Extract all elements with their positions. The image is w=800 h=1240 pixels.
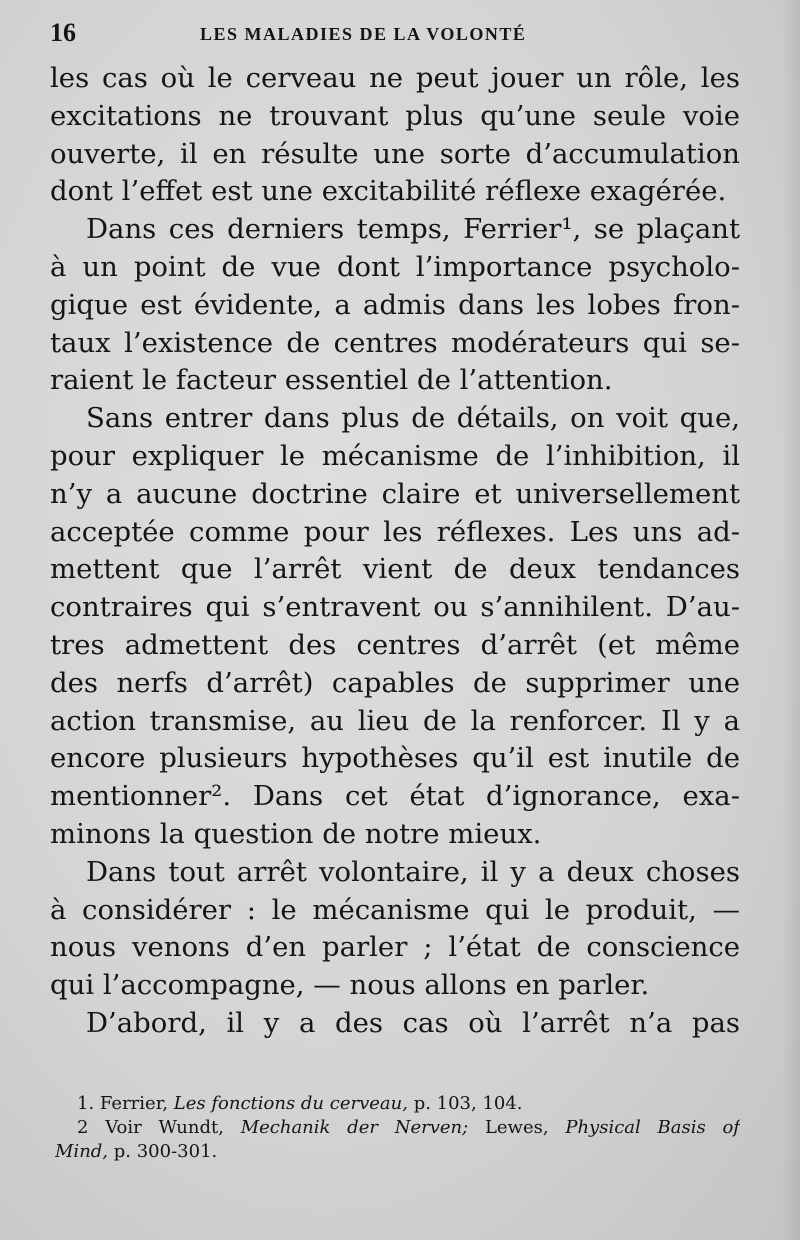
text-line: taux l’existence de centres modérateurs qui se- (50, 326, 740, 359)
page-number: 16 (50, 18, 76, 47)
text-line: minons la question de notre mieux. (50, 817, 542, 850)
footnote-marker: 1. (77, 1093, 95, 1114)
footnote-text: Voir Wundt, (105, 1117, 224, 1138)
footnote-2-line-2 (55, 1140, 740, 1164)
footnote-work-title: Les fonctions du cerveau, (173, 1093, 408, 1114)
text-line: acceptée comme pour les réflexes. Les uns ad- (50, 515, 740, 548)
text-line: encore plusieurs hypothèses qu’il est inutile de (50, 742, 740, 775)
footnote-work-title: Mind, (55, 1141, 109, 1162)
text-line: ouverte, il en résulte une sorte d’accumulation (50, 137, 740, 170)
text-line: Dans tout arrêt volontaire, il y a deux choses (86, 855, 740, 888)
text-line: raient le facteur essentiel de l’attention. (50, 364, 613, 397)
footnote-2-line-1 (55, 1116, 740, 1140)
text-line: Dans ces derniers temps, Ferrier¹, se plaçant (86, 213, 740, 246)
footnote-text: Lewes, (484, 1117, 549, 1138)
body-text (50, 60, 740, 1043)
text-line: action transmise, au lieu de la renforcer. Il y a (50, 704, 740, 737)
footnote-1 (55, 1092, 740, 1116)
text-line: qui l’accompagne, — nous allons en parler. (50, 969, 650, 1002)
text-line: à un point de vue dont l’importance psycholo- (50, 250, 740, 283)
footnote-work-title: Mechanik der Nerven; (240, 1117, 469, 1138)
text-line: nous venons d’en parler ; l’état de conscience (50, 931, 740, 964)
text-line: Sans entrer dans plus de détails, on voit que, (86, 402, 740, 435)
text-line: à considérer : le mécanisme qui le produit, — (50, 893, 740, 926)
text-line: excitations ne trouvant plus qu’une seule voie (50, 99, 740, 132)
text-line: contraires qui s’entravent ou s’annihilent. D’au- (50, 591, 740, 624)
text-line: mettent que l’arrêt vient de deux tendances (50, 553, 740, 586)
text-line: D’abord, il y a des cas où l’arrêt n’a pas (86, 1006, 740, 1039)
footnote-pages: p. 103, 104. (413, 1093, 523, 1114)
footnote-work-title: Physical Basis of (565, 1117, 740, 1138)
running-head (50, 18, 740, 48)
running-title: LES MALADIES DE LA VOLONTÉ (200, 24, 527, 44)
text-line: mentionner². Dans cet état d’ignorance, exa- (50, 780, 740, 813)
footnotes (55, 1092, 740, 1164)
text-line: les cas où le cerveau ne peut jouer un rôle, les (50, 62, 740, 94)
text-line: n’y a aucune doctrine claire et universellement (50, 477, 740, 510)
text-line: gique est évidente, a admis dans les lobes fron- (50, 288, 740, 321)
footnote-author: Ferrier, (99, 1093, 169, 1114)
footnote-pages: p. 300-301. (113, 1141, 218, 1162)
footnote-marker: 2 (77, 1117, 89, 1138)
text-line: pour expliquer le mécanisme de l’inhibition, il (50, 439, 740, 472)
text-line: tres admettent des centres d’arrêt (et même (50, 628, 740, 661)
text-line: des nerfs d’arrêt) capables de supprimer une (50, 666, 740, 699)
page-edge-shadow (782, 0, 800, 1240)
text-line: dont l’effet est une excitabilité réflexe exagérée. (50, 175, 727, 208)
